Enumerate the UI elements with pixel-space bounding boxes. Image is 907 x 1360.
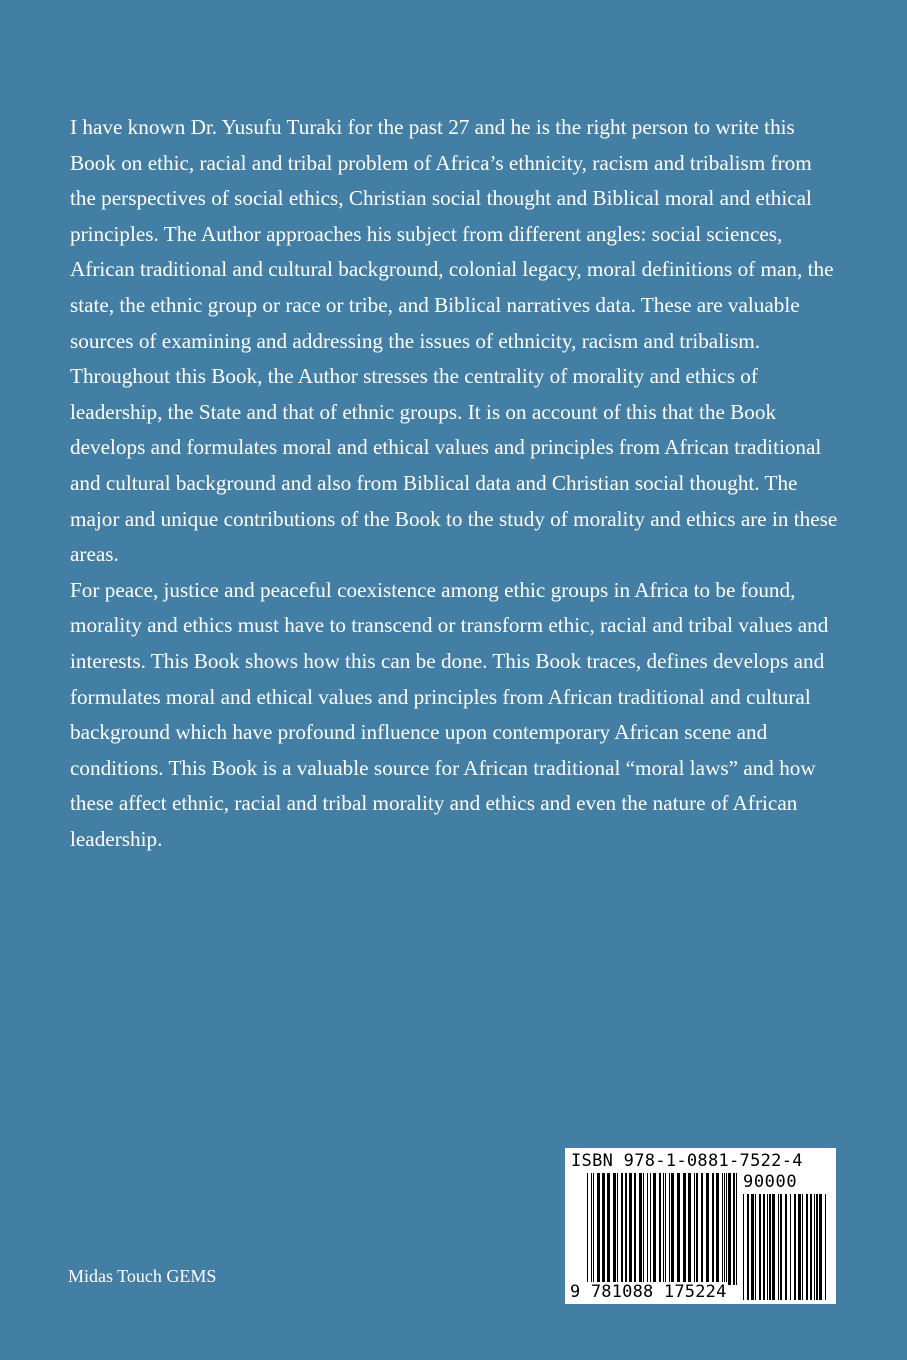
barcode-bar [778,1194,779,1300]
barcode-bar [621,1173,623,1285]
barcode-bar [769,1194,771,1300]
barcode-bar [819,1194,822,1300]
barcode-bar [659,1173,661,1285]
barcode-bar [688,1173,691,1285]
blurb-paragraph-3: For peace, justice and peaceful coexistence among ethic groups in Africa to be found, morality and ethics must have to transcend or transform ethic, racial and tribal values and interests. This Book shows how this can be done. This Book traces, defines develops and formulates moral and ethical values and principles from African traditional and cultural background which have profound influence upon contemporary African scene and conditions. This Book is a valuable source for African traditional “moral laws” and how these affect ethnic, racial and tribal morality and ethics and even the nature of African leadership. [70,577,829,851]
barcode-bar [802,1194,803,1300]
barcode-bar [759,1194,761,1300]
blurb-paragraph-1: I have known Dr. Yusufu Turaki for the past 27 and he is the right person to write this Book on ethic, racial and tribal problem of Africa’s ethnicity, racism and tribalism from the perspectives of social ethics, Christian social thought and Biblical moral and ethical principles. The Author approaches his subject from different angles: social sciences, African traditional and cultural background, colonial legacy, moral definitions of man, the state, the ethnic group or race or tribe, and Biblical narratives data. These are valuable sources of examining and addressing the issues of ethnicity, racism and tribalism. [70,115,834,353]
barcode-bar [701,1173,703,1285]
barcode-bar [726,1173,727,1285]
barcode-bar [591,1173,592,1285]
barcode-bar [647,1173,648,1285]
barcode-bar [663,1173,664,1285]
barcode-bar [602,1173,605,1285]
barcode-bar [763,1194,765,1300]
barcode-bar [794,1194,796,1300]
barcode-bar [785,1194,787,1300]
barcode-bar [617,1173,618,1285]
barcode-bar [593,1173,594,1285]
barcode-bar [694,1173,695,1285]
barcode-bar [814,1194,815,1300]
barcode-bar [671,1173,674,1285]
barcode-bar [743,1194,744,1300]
barcode-bar [716,1173,719,1285]
barcode-bar [629,1173,632,1285]
barcode-bar [728,1173,731,1285]
barcode-bar [706,1173,709,1285]
barcode-bar [634,1173,636,1285]
barcode-bar [597,1173,600,1285]
barcode-bar [816,1194,818,1300]
price-code: 90000 [743,1172,798,1192]
barcode-bar [696,1173,698,1285]
barcode-bar [767,1194,768,1300]
barcode-bar [772,1194,775,1300]
barcode-bar [607,1173,610,1285]
barcode-bar [780,1194,782,1300]
barcode-bar [639,1173,642,1285]
barcode-bar [625,1173,627,1285]
barcode-bar [733,1173,735,1285]
barcode-bar [722,1173,723,1285]
barcode-bar [643,1173,644,1285]
isbn-barcode [565,1148,836,1304]
ean13-bars [587,1173,737,1285]
barcode-bar [653,1173,656,1285]
publisher-name: Midas Touch GEMS [68,1266,217,1286]
barcode-bar [825,1194,826,1300]
barcode-bar [683,1173,686,1285]
isbn-label: ISBN 978-1-0881-7522-4 [571,1151,803,1171]
barcode-bar [751,1194,754,1300]
barcode-bar [736,1173,737,1285]
blurb-paragraph-2: Throughout this Book, the Author stresses the centrality of morality and ethics of leadership, the State and that of ethnic groups. It is on account of this that the Book develops and formulates moral and ethical values and principles from African traditional and cultural background and also from Biblical data and Christian social thought. The major and unique contributions of the Book to the study of morality and ethics are in these areas. [70,364,838,567]
barcode-bar [810,1194,812,1300]
barcode-bar [650,1173,651,1285]
barcode-digits: 9 781088 175224 [570,1282,727,1302]
barcode-bar [587,1173,588,1285]
barcode-bar [712,1173,714,1285]
barcode-bar [806,1194,808,1300]
barcode-bar [798,1194,801,1300]
blurb-text [70,110,840,857]
barcode-bar [790,1194,791,1300]
barcode-bar [724,1173,725,1285]
barcode-bar [747,1194,749,1300]
barcode-bar [755,1194,756,1300]
barcode-bar [613,1173,616,1285]
barcode-bar [669,1173,670,1285]
addon-bars [743,1194,827,1300]
barcode-bar [665,1173,666,1285]
barcode-bar [677,1173,680,1285]
